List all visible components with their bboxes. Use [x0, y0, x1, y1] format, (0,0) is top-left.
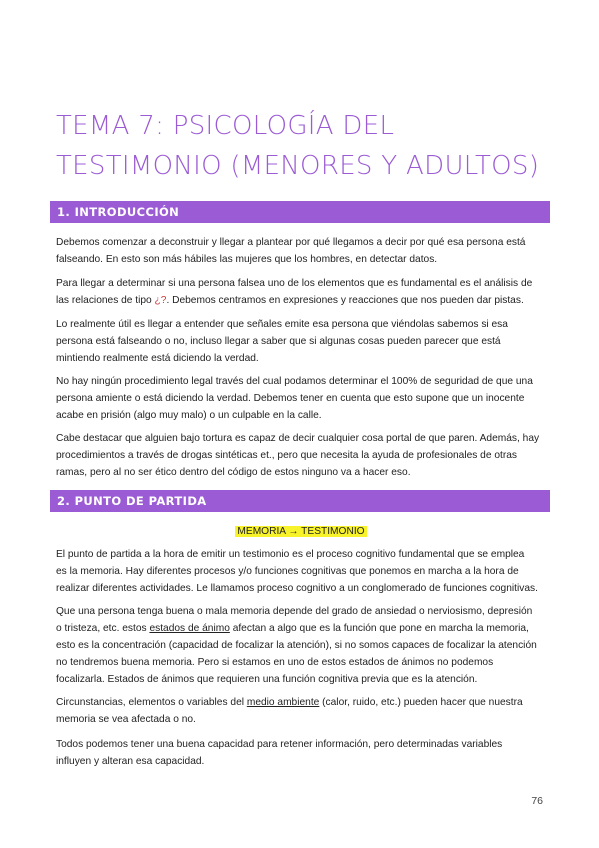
text-line: ramas, pero al no ser ético dentro del código de estos ninguno va a hacer eso. [56, 467, 411, 478]
paragraph [56, 603, 546, 688]
text-line: procedimientos a través de drogas sintéticas et., pero que necesita la ayuda de profesionales de otras [56, 450, 517, 461]
paragraph [56, 234, 546, 268]
text-line: Para llegar a determinar si una persona falsea uno de los elementos que es fundamental es el análisis de [56, 278, 533, 289]
title-line-1: TEMA 7: PSICOLOGÍA DEL [56, 111, 395, 141]
text-line: Todos podemos tener una buena capacidad para retener información, pero determinadas variables [56, 739, 503, 750]
paragraph [56, 736, 546, 770]
text-line: acabe en prisión (algo muy malo) o un culpable en la calle. [56, 410, 322, 421]
title-line-2: TESTIMONIO (MENORES Y ADULTOS) [56, 151, 540, 181]
section-heading-introduccion: 1. INTRODUCCIÓN [50, 201, 550, 223]
text-fragment: afectan a algo que es la función que pone en marcha la memoria, [229, 623, 529, 634]
underlined-term: medio ambiente [246, 697, 320, 708]
text-line: persona está falseando o no, incluso llegar a saber que si algunas cosas pueden parecer que está [56, 336, 501, 347]
text-line: El punto de partida a la hora de emitir un testimonio es el proceso cognitivo fundamental que se emplea [56, 549, 525, 560]
underlined-term: estados de ánimo [149, 623, 230, 634]
paragraph [56, 694, 546, 728]
text-line: esto es la concentración (capacidad de focalizar la atención), si no somos capaces de focalizar la atención [56, 640, 537, 651]
text-line: Debemos comenzar a deconstruir y llegar a plantear por qué llegamos a decir por qué esa persona está [56, 237, 526, 248]
text-line: influyen y alteran esa capacidad. [56, 756, 205, 767]
paragraph [56, 316, 546, 367]
paragraph [56, 430, 546, 481]
text-fragment: (calor, ruido, etc.) pueden hacer que nuestra [319, 697, 523, 708]
paragraph [56, 546, 546, 597]
page-number: 76 [531, 795, 543, 807]
text-line: memoria se vea afectada o no. [56, 714, 196, 725]
text-fragment: . Debemos centramos en expresiones y reacciones que nos pueden dar pistas. [166, 295, 524, 306]
text-line [56, 694, 546, 711]
text-line: Cabe destacar que alguien bajo tortura es capaz de decir cualquier cosa portal de que paren. Además, hay [56, 433, 540, 444]
page-title [56, 106, 556, 186]
text-line: Que una persona tenga buena o mala memoria depende del grado de ansiedad o nerviosismo, depresión [56, 606, 533, 617]
text-line: falseando. En esto son más hábiles las mujeres que los hombres, en detectar datos. [56, 254, 438, 265]
red-mark: ¿? [154, 295, 167, 306]
text-line [56, 292, 546, 309]
paragraph [56, 275, 546, 309]
text-line: No hay ningún procedimiento legal través del cual podamos determinar el 100% de seguridad de que una [56, 376, 533, 387]
text-line: focalizarla. Estados de ánimos que requieren una función cognitiva previa que es la atención. [56, 674, 478, 685]
text-line: mintiendo realmente está diciendo la verdad. [56, 353, 259, 364]
highlight-line [56, 524, 546, 540]
text-line: no tendremos buena memoria. Pero si estamos en uno de estos estados de ánimos no podemos [56, 657, 494, 668]
text-line: realizar diferentes actividades. Le llamamos proceso cognitivo a un conglomerado de funciones cognitivas. [56, 583, 538, 594]
section-heading-punto-de-partida: 2. PUNTO DE PARTIDA [50, 490, 550, 512]
paragraph [56, 373, 546, 424]
text-line [56, 620, 546, 637]
text-line: es la memoria. Hay diferentes procesos y/o funciones cognitivas que ponemos en marcha a la hora de [56, 566, 519, 577]
text-line: persona amiente o está diciendo la verdad. Debemos tener en cuenta que esto supone que un inocente [56, 393, 525, 404]
text-fragment: o tristeza, etc. estos [56, 623, 150, 634]
text-line: Lo realmente útil es llegar a entender que señales emite esa persona que viéndolas sabemos si esa [56, 319, 508, 330]
text-fragment: Circunstancias, elementos o variables del [56, 697, 247, 708]
text-fragment: las relaciones de tipo [56, 295, 155, 306]
highlighted-text: MEMORIA → TESTIMONIO [237, 526, 365, 537]
